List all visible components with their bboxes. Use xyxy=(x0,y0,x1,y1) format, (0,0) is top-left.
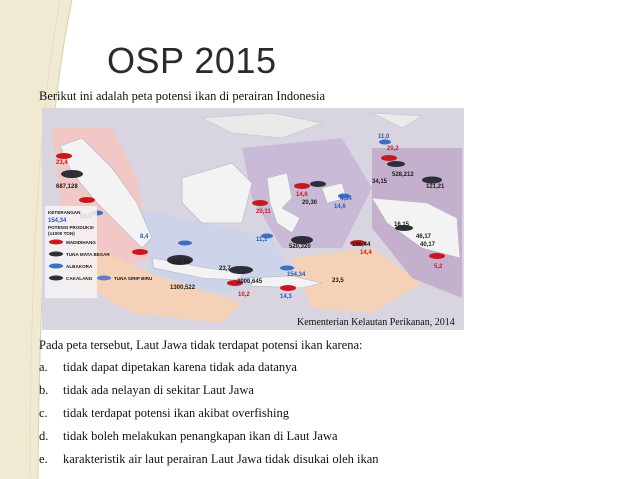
legend-albakora: ALBAKORA xyxy=(66,264,93,269)
legend-cakalang: CAKALANG xyxy=(66,276,93,281)
value-label: 14,6 xyxy=(334,204,346,210)
value-label: 40,17 xyxy=(420,242,436,248)
option-d[interactable] xyxy=(39,429,338,444)
legend-tuna-sirip-biru: TUNA SIRIP BIRU xyxy=(114,276,153,281)
map-source: Kementerian Kelautan Perikanan, 2014 xyxy=(297,317,455,328)
value-label: 4,34 xyxy=(340,196,352,202)
legend-madidihang: MADIDIHANG xyxy=(66,240,96,245)
option-text: tidak dapat dipetakan karena tidak ada datanya xyxy=(63,360,297,374)
value-label: 20,11 xyxy=(256,209,271,215)
value-label: 16,15 xyxy=(394,222,410,228)
option-a[interactable] xyxy=(39,360,297,375)
legend-sample: 154,34 xyxy=(48,218,67,224)
value-label: 14,4 xyxy=(360,250,372,256)
option-c[interactable] xyxy=(39,406,289,421)
value-label: 2000,645 xyxy=(237,279,263,285)
value-label: 121,21 xyxy=(426,184,445,190)
legend-tuna-mata-besar: TUNA MATA BESAR xyxy=(66,252,110,257)
option-text: tidak boleh melakukan penangkapan ikan di Laut Jawa xyxy=(63,429,338,443)
value-label: 23,5 xyxy=(332,278,344,284)
map-figure xyxy=(42,108,464,330)
value-label: 23,7 xyxy=(219,266,231,272)
option-text: tidak ada nelayan di sekitar Laut Jawa xyxy=(63,383,254,397)
option-text: karakteristik air laut perairan Laut Jawa tidak disukai oleh ikan xyxy=(63,452,379,466)
value-label: 11,1 xyxy=(256,237,268,243)
slide-title: OSP 2015 xyxy=(107,40,277,81)
value-label: 34,15 xyxy=(372,179,388,185)
option-b[interactable] xyxy=(39,383,254,398)
value-label: 190,44 xyxy=(352,242,371,248)
option-letter: e. xyxy=(39,452,48,466)
value-label: 14,3 xyxy=(280,294,292,300)
option-e[interactable] xyxy=(39,452,379,467)
question-text: Pada peta tersebut, Laut Jawa tidak terdapat potensi ikan karena: xyxy=(39,338,363,352)
value-label: 154,34 xyxy=(287,272,306,278)
value-label: 8,4 xyxy=(140,234,149,240)
value-label: 14,6 xyxy=(296,192,308,198)
legend-heading: KETERANGAN xyxy=(48,210,81,215)
value-label: 10,2 xyxy=(238,292,250,298)
option-letter: c. xyxy=(39,406,48,420)
intro-text: Berikut ini adalah peta potensi ikan di perairan Indonesia xyxy=(39,89,326,103)
value-label: 1300,522 xyxy=(170,285,196,291)
value-label: 687,128 xyxy=(56,184,78,190)
value-label: 46,17 xyxy=(416,234,432,240)
value-label: 520,320 xyxy=(289,244,311,250)
option-letter: d. xyxy=(39,429,49,443)
value-label: 11,0 xyxy=(378,134,390,140)
fish-potential-map xyxy=(42,108,464,330)
legend-unit: (x1000 TON) xyxy=(48,231,75,236)
value-label: 20,2 xyxy=(387,146,399,152)
value-label: 20,30 xyxy=(302,200,318,206)
legend-potential: POTENSI PRODUKSI xyxy=(48,225,94,230)
option-letter: a. xyxy=(39,360,48,374)
value-label: 106,50 xyxy=(172,260,191,266)
option-letter: b. xyxy=(39,383,49,397)
option-text: tidak terdapat potensi ikan akibat overfishing xyxy=(63,406,289,420)
value-label: 528,212 xyxy=(392,172,414,178)
value-label: 23,4 xyxy=(56,160,68,166)
value-label: 5,2 xyxy=(434,264,443,270)
